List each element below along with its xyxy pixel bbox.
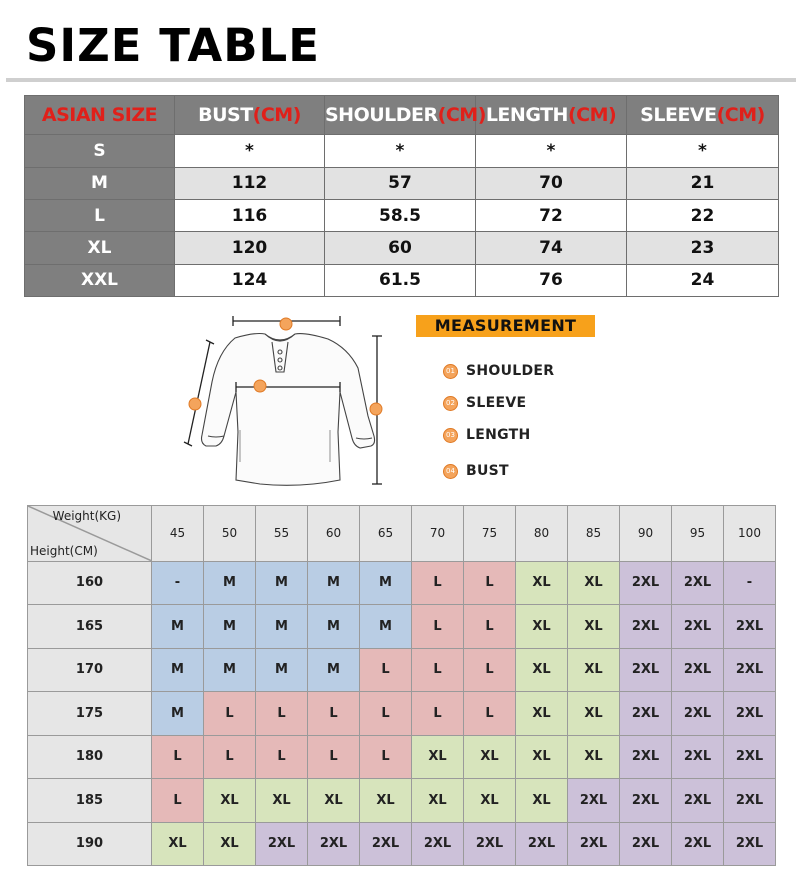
size-cell: 2XL bbox=[620, 648, 672, 691]
weight-header-cell: 95 bbox=[672, 506, 724, 562]
size-cell: M bbox=[360, 605, 412, 648]
weight-header-cell: 75 bbox=[464, 506, 516, 562]
height-row bbox=[28, 779, 776, 822]
header-bust bbox=[175, 96, 325, 135]
height-row bbox=[28, 648, 776, 691]
header-shoulder bbox=[325, 96, 486, 135]
size-cell: XL bbox=[516, 735, 568, 778]
height-header-cell: 160 bbox=[28, 561, 152, 604]
grid-corner bbox=[28, 506, 152, 562]
bust-cell: 124 bbox=[175, 264, 325, 296]
shoulder-cell: * bbox=[325, 135, 476, 167]
badge-icon: 04 bbox=[443, 464, 458, 479]
legend-label: SLEEVE bbox=[466, 395, 527, 411]
size-cell: XL bbox=[308, 779, 360, 822]
size-cell: M bbox=[152, 692, 204, 735]
weight-header-cell: 85 bbox=[568, 506, 620, 562]
height-header-cell: 185 bbox=[28, 779, 152, 822]
size-row bbox=[25, 200, 779, 232]
height-row bbox=[28, 822, 776, 865]
weight-axis-label: Weight(KG) bbox=[52, 509, 121, 523]
size-cell: - bbox=[724, 561, 776, 604]
badge-icon: 01 bbox=[443, 364, 458, 379]
size-cell: XL bbox=[516, 692, 568, 735]
size-cell: XL bbox=[360, 779, 412, 822]
header-unit: (CM) bbox=[252, 104, 301, 127]
size-cell: 2XL bbox=[724, 648, 776, 691]
size-cell: L bbox=[152, 779, 204, 822]
size-cell: L bbox=[412, 648, 464, 691]
height-row bbox=[28, 561, 776, 604]
size-row bbox=[25, 167, 779, 199]
size-cell: XL bbox=[568, 561, 620, 604]
size-cell: M bbox=[152, 605, 204, 648]
header-unit: (CM) bbox=[567, 104, 617, 127]
size-cell: L bbox=[152, 735, 204, 778]
size-cell: M bbox=[360, 561, 412, 604]
size-row bbox=[25, 135, 779, 167]
length-cell: 76 bbox=[476, 264, 627, 296]
size-row bbox=[25, 264, 779, 296]
size-cell: XL bbox=[152, 822, 204, 865]
size-cell: 2XL bbox=[620, 692, 672, 735]
size-cell: 2XL bbox=[724, 692, 776, 735]
size-cell: M bbox=[308, 648, 360, 691]
weight-header-cell: 65 bbox=[360, 506, 412, 562]
weight-header-cell: 60 bbox=[308, 506, 360, 562]
header-unit: (CM) bbox=[716, 104, 765, 127]
size-cell: XL bbox=[464, 735, 516, 778]
size-cell: L bbox=[464, 605, 516, 648]
size-label: L bbox=[25, 200, 175, 232]
title-divider bbox=[6, 78, 796, 82]
size-cell: M bbox=[204, 648, 256, 691]
size-cell: 2XL bbox=[620, 735, 672, 778]
size-cell: 2XL bbox=[672, 735, 724, 778]
size-cell: 2XL bbox=[360, 822, 412, 865]
size-cell: L bbox=[360, 692, 412, 735]
size-row bbox=[25, 232, 779, 264]
size-cell: XL bbox=[412, 735, 464, 778]
size-label: M bbox=[25, 167, 175, 199]
size-cell: 2XL bbox=[620, 605, 672, 648]
size-cell: 2XL bbox=[308, 822, 360, 865]
weight-header-cell: 100 bbox=[724, 506, 776, 562]
size-cell: L bbox=[412, 561, 464, 604]
height-row bbox=[28, 692, 776, 735]
shoulder-cell: 61.5 bbox=[325, 264, 476, 296]
shirt-diagram bbox=[180, 312, 395, 494]
header-sleeve bbox=[627, 96, 779, 135]
size-cell: XL bbox=[516, 779, 568, 822]
bust-cell: 116 bbox=[175, 200, 325, 232]
length-cell: 74 bbox=[476, 232, 627, 264]
size-cell: L bbox=[308, 735, 360, 778]
size-cell: L bbox=[256, 735, 308, 778]
size-cell: 2XL bbox=[724, 735, 776, 778]
size-cell: 2XL bbox=[620, 561, 672, 604]
size-cell: XL bbox=[516, 605, 568, 648]
size-cell: 2XL bbox=[672, 822, 724, 865]
size-label: XL bbox=[25, 232, 175, 264]
size-cell: 2XL bbox=[672, 605, 724, 648]
sleeve-cell: 21 bbox=[627, 167, 779, 199]
weight-header-cell: 50 bbox=[204, 506, 256, 562]
shoulder-cell: 60 bbox=[325, 232, 476, 264]
size-cell: L bbox=[464, 648, 516, 691]
height-header-cell: 180 bbox=[28, 735, 152, 778]
size-cell: XL bbox=[256, 779, 308, 822]
size-cell: XL bbox=[204, 779, 256, 822]
header-label: ASIAN SIZE bbox=[41, 104, 158, 127]
size-cell: 2XL bbox=[620, 822, 672, 865]
bust-cell: 120 bbox=[175, 232, 325, 264]
size-cell: 2XL bbox=[724, 605, 776, 648]
size-label: XXL bbox=[25, 264, 175, 296]
size-cell: M bbox=[204, 605, 256, 648]
sleeve-cell: 23 bbox=[627, 232, 779, 264]
height-header-cell: 175 bbox=[28, 692, 152, 735]
bust-cell: 112 bbox=[175, 167, 325, 199]
size-cell: 2XL bbox=[672, 692, 724, 735]
size-cell: L bbox=[204, 735, 256, 778]
height-weight-grid bbox=[27, 505, 776, 866]
badge-icon: 02 bbox=[443, 396, 458, 411]
badge-icon: 03 bbox=[443, 428, 458, 443]
weight-header-cell: 90 bbox=[620, 506, 672, 562]
shoulder-cell: 58.5 bbox=[325, 200, 476, 232]
size-cell: L bbox=[464, 561, 516, 604]
shoulder-cell: 57 bbox=[325, 167, 476, 199]
sleeve-cell: 22 bbox=[627, 200, 779, 232]
height-header-cell: 190 bbox=[28, 822, 152, 865]
size-cell: M bbox=[204, 561, 256, 604]
size-cell: L bbox=[412, 692, 464, 735]
size-cell: 2XL bbox=[568, 822, 620, 865]
size-cell: XL bbox=[204, 822, 256, 865]
size-cell: L bbox=[464, 692, 516, 735]
length-cell: * bbox=[476, 135, 627, 167]
weight-header-cell: 55 bbox=[256, 506, 308, 562]
header-length bbox=[476, 96, 627, 135]
size-cell: 2XL bbox=[724, 779, 776, 822]
header-label: SLEEVE bbox=[640, 104, 717, 127]
sleeve-cell: * bbox=[627, 135, 779, 167]
size-cell: L bbox=[360, 648, 412, 691]
size-table bbox=[24, 95, 779, 297]
size-cell: L bbox=[308, 692, 360, 735]
size-cell: M bbox=[256, 605, 308, 648]
size-cell: 2XL bbox=[672, 779, 724, 822]
size-cell: 2XL bbox=[412, 822, 464, 865]
legend-label: LENGTH bbox=[466, 427, 531, 443]
size-cell: - bbox=[152, 561, 204, 604]
length-cell: 72 bbox=[476, 200, 627, 232]
page-title: SIZE TABLE bbox=[26, 19, 320, 72]
size-cell: 2XL bbox=[672, 648, 724, 691]
size-cell: 2XL bbox=[464, 822, 516, 865]
legend-shoulder bbox=[443, 361, 554, 381]
size-cell: XL bbox=[412, 779, 464, 822]
size-cell: M bbox=[256, 648, 308, 691]
size-cell: L bbox=[256, 692, 308, 735]
legend-bust bbox=[443, 461, 509, 481]
size-cell: 2XL bbox=[724, 822, 776, 865]
size-cell: XL bbox=[464, 779, 516, 822]
weight-header-cell: 70 bbox=[412, 506, 464, 562]
size-cell: M bbox=[152, 648, 204, 691]
size-cell: XL bbox=[568, 648, 620, 691]
size-cell: 2XL bbox=[620, 779, 672, 822]
header-asian-size bbox=[25, 96, 175, 135]
legend-length bbox=[443, 425, 531, 445]
height-header-cell: 165 bbox=[28, 605, 152, 648]
legend-label: SHOULDER bbox=[466, 363, 555, 379]
size-cell: L bbox=[204, 692, 256, 735]
size-label: S bbox=[25, 135, 175, 167]
size-cell: 2XL bbox=[516, 822, 568, 865]
measurement-title: MEASUREMENT bbox=[416, 315, 595, 337]
weight-header-cell: 80 bbox=[516, 506, 568, 562]
header-unit: (CM) bbox=[437, 104, 486, 127]
size-cell: M bbox=[308, 605, 360, 648]
size-cell: 2XL bbox=[568, 779, 620, 822]
size-cell: 2XL bbox=[256, 822, 308, 865]
size-cell: XL bbox=[516, 561, 568, 604]
weight-header-row bbox=[28, 506, 776, 562]
header-label: LENGTH bbox=[485, 104, 568, 127]
header-label: SHOULDER bbox=[325, 104, 438, 127]
size-cell: XL bbox=[516, 648, 568, 691]
height-axis-label: Height(CM) bbox=[30, 543, 98, 558]
size-cell: L bbox=[412, 605, 464, 648]
bust-cell: * bbox=[175, 135, 325, 167]
size-cell: L bbox=[360, 735, 412, 778]
weight-header-cell: 45 bbox=[152, 506, 204, 562]
size-cell: XL bbox=[568, 605, 620, 648]
size-table-header bbox=[25, 96, 779, 135]
height-row bbox=[28, 605, 776, 648]
legend-sleeve bbox=[443, 393, 526, 413]
header-label: BUST bbox=[198, 104, 253, 127]
height-header-cell: 170 bbox=[28, 648, 152, 691]
size-cell: XL bbox=[568, 692, 620, 735]
sleeve-cell: 24 bbox=[627, 264, 779, 296]
height-row bbox=[28, 735, 776, 778]
length-cell: 70 bbox=[476, 167, 627, 199]
size-cell: XL bbox=[568, 735, 620, 778]
size-cell: 2XL bbox=[672, 561, 724, 604]
size-cell: M bbox=[256, 561, 308, 604]
legend-label: BUST bbox=[466, 463, 509, 479]
size-cell: M bbox=[308, 561, 360, 604]
